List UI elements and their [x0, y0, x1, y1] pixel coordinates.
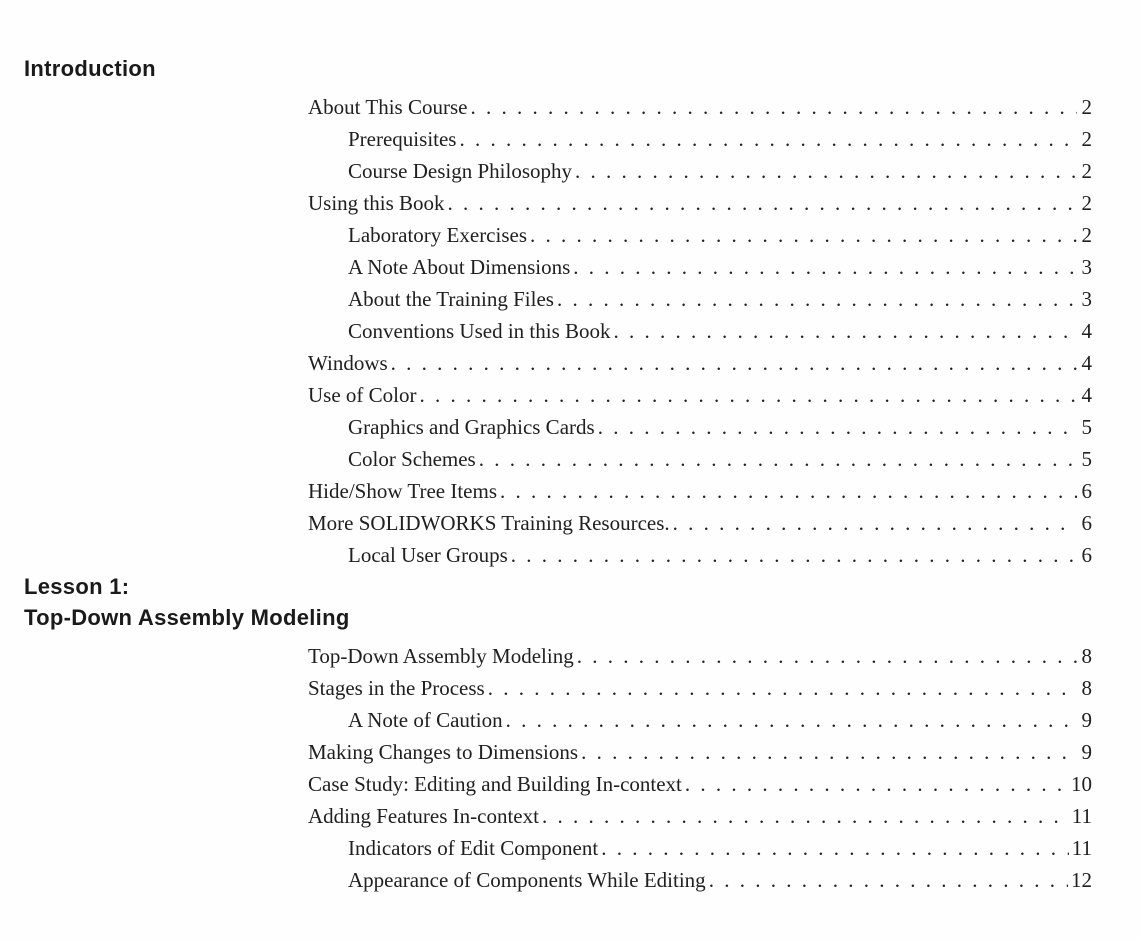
toc-entry-label: Local User Groups [348, 543, 508, 567]
section-heading [24, 571, 1140, 633]
toc-page-number: 6 [1081, 511, 1092, 535]
toc-entry-label: Course Design Philosophy [348, 159, 573, 183]
toc-entry-label: Graphics and Graphics Cards [348, 415, 595, 439]
toc-leader-dots [467, 91, 1077, 123]
toc-entry-label: Hide/Show Tree Items [308, 479, 497, 503]
toc-leader-dots [595, 411, 1077, 443]
toc-entry-label: About This Course [308, 95, 468, 119]
toc-entry-label: More SOLIDWORKS Training Resources. [308, 511, 670, 535]
toc-entry-label: Appearance of Components While Editing [348, 868, 706, 892]
toc-entry [308, 347, 1092, 379]
toc-leader-dots [485, 672, 1077, 704]
toc-page-number: 3 [1081, 255, 1092, 279]
toc-leader-dots [527, 219, 1077, 251]
toc-page-number: 6 [1081, 543, 1092, 567]
toc-entry [308, 187, 1092, 219]
toc-entry [348, 123, 1092, 155]
toc-page-number: 2 [1081, 159, 1092, 183]
toc-entry [308, 379, 1092, 411]
toc-leader-dots [476, 443, 1077, 475]
toc-entry [308, 768, 1092, 800]
toc-entry [348, 251, 1092, 283]
toc-entry-label: Adding Features In-context [308, 804, 539, 828]
toc-page-number: 12 [1071, 868, 1092, 892]
toc-page-number: 11 [1071, 804, 1092, 828]
toc-page-number: 8 [1081, 644, 1092, 668]
toc-leader-dots [572, 155, 1077, 187]
toc-entry [308, 640, 1092, 672]
toc-entry [348, 219, 1092, 251]
section-heading-line: Introduction [24, 56, 156, 81]
toc-page-number: 6 [1081, 479, 1092, 503]
section-heading [24, 53, 1140, 84]
section-heading-line: Lesson 1: [24, 574, 130, 599]
toc-leader-dots [670, 507, 1077, 539]
toc-page-number: 9 [1081, 708, 1092, 732]
toc-leader-dots [497, 475, 1077, 507]
toc-page-number: 3 [1081, 287, 1092, 311]
toc-leader-dots [417, 379, 1078, 411]
toc-page-number: 4 [1081, 383, 1092, 407]
toc-entry-label: Use of Color [308, 383, 417, 407]
section-heading-line: Top-Down Assembly Modeling [24, 605, 350, 630]
toc-leader-dots [706, 864, 1068, 896]
toc-entry [308, 507, 1092, 539]
toc-entry [348, 864, 1092, 896]
toc-entry [348, 832, 1092, 864]
toc-page-number: 2 [1081, 95, 1092, 119]
toc-leader-dots [574, 640, 1077, 672]
toc-page-number: 5 [1081, 447, 1092, 471]
toc-leader-dots [445, 187, 1077, 219]
toc-page-number: 5 [1081, 415, 1092, 439]
toc-entry-label: Using this Book [308, 191, 445, 215]
toc-entry [348, 155, 1092, 187]
toc-entry [348, 411, 1092, 443]
toc-entry-label: Prerequisites [348, 127, 457, 151]
toc-entry-label: Stages in the Process [308, 676, 485, 700]
toc-page-number: 11 [1071, 836, 1092, 860]
toc-page-number: 10 [1071, 772, 1092, 796]
toc-page-number: 4 [1081, 351, 1092, 375]
toc-entry-label: A Note of Caution [348, 708, 503, 732]
toc-page-number: 2 [1081, 191, 1092, 215]
toc-entry [348, 443, 1092, 475]
toc-leader-dots [611, 315, 1077, 347]
toc-page-number: 4 [1081, 319, 1092, 343]
toc-entry-label: Windows [308, 351, 388, 375]
toc-leader-dots [578, 736, 1077, 768]
toc-leader-dots [570, 251, 1077, 283]
toc-page-number: 9 [1081, 740, 1092, 764]
toc-entry [348, 704, 1092, 736]
toc-entry [348, 283, 1092, 315]
toc-entry [308, 800, 1092, 832]
toc-entry [348, 315, 1092, 347]
toc-entry-label: Case Study: Editing and Building In-context [308, 772, 682, 796]
toc-leader-dots [539, 800, 1069, 832]
toc-leader-dots [508, 539, 1077, 571]
toc-entry [308, 736, 1092, 768]
toc-leader-dots [554, 283, 1077, 315]
toc-entry-label: A Note About Dimensions [348, 255, 571, 279]
toc-entry-label: Indicators of Edit Component [348, 836, 599, 860]
toc-entry-label: Conventions Used in this Book [348, 319, 611, 343]
toc-leader-dots [503, 704, 1077, 736]
toc-entry-label: Color Schemes [348, 447, 476, 471]
toc-entry [308, 672, 1092, 704]
toc-page-number: 2 [1081, 127, 1092, 151]
toc-entry-label: About the Training Files [348, 287, 554, 311]
toc-entry-label: Top-Down Assembly Modeling [308, 644, 574, 668]
toc-page-number: 8 [1081, 676, 1092, 700]
toc-entry [348, 539, 1092, 571]
toc-entry [308, 91, 1092, 123]
toc-leader-dots [456, 123, 1077, 155]
toc-leader-dots [598, 832, 1069, 864]
toc-leader-dots [388, 347, 1077, 379]
toc-entry-label: Laboratory Exercises [348, 223, 528, 247]
toc-entry [308, 475, 1092, 507]
toc-page-number: 2 [1081, 223, 1092, 247]
table-of-contents [0, 53, 1140, 896]
toc-entry-label: Making Changes to Dimensions [308, 740, 579, 764]
toc-leader-dots [682, 768, 1068, 800]
